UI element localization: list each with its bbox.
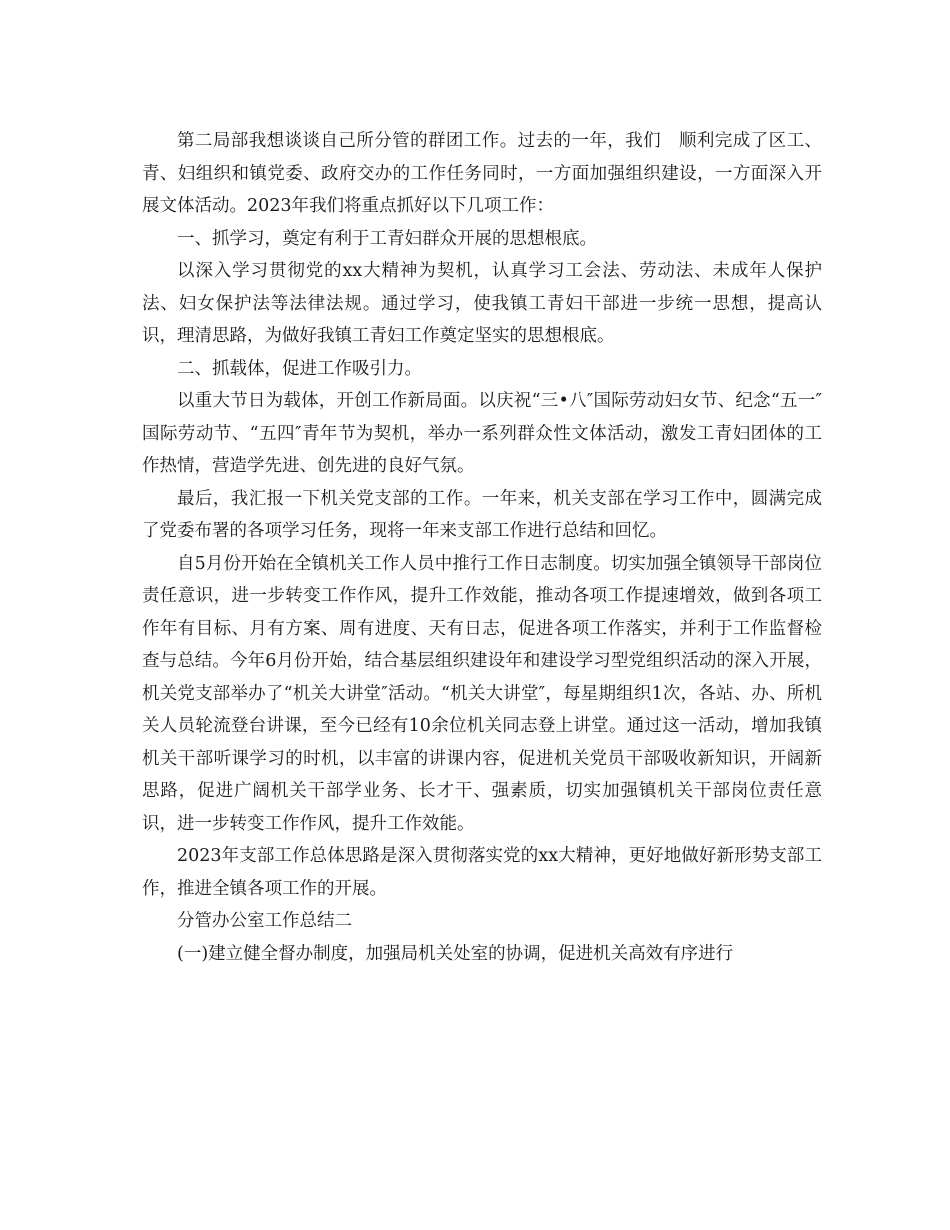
paragraph-festival-activities: 以重大节日为载体，开创工作新局面。以庆祝“三•八″国际劳动妇女节、纪念“五一″国际劳动节、“五四″青年节为契机，举办一系列群众性文体活动，激发工青妇团体的工作热情，营造学先进、创先进的良好气氛。	[142, 391, 822, 476]
paragraph-work-log-system: 自5月份开始在全镇机关工作人员中推行工作日志制度。切实加强全镇领导干部岗位责任意识，进一步转变工作作风，提升工作效能，推动各项工作提速增效，做到各项工作年有目标、月有方案、周有进度、天有日志，促进各项工作落实，并利于工作监督检查与总结。今年6月份开始，结合基层组织建设年和建设学习型党组织活动的深入开展，机关党支部举办了“机关大讲堂″活动。“机关大讲堂″，每星期组织1次，各站、办、所机关人员轮流登台讲课，至今已经有10余位机关同志登上讲堂。通过这一活动，增加我镇机关干部听课学习的时机，以丰富的讲课内容，促进机关党员干部吸收新知识，开阔新思路，促进广阔机关干部学业务、长才干、强素质，切实加强镇机关干部岗位责任意识，进一步转变工作作风，提升工作效能。	[142, 553, 822, 834]
document-body	[142, 125, 822, 970]
paragraph-study-laws: 以深入学习贯彻党的xx大精神为契机，认真学习工会法、劳动法、未成年人保护法、妇女保护法等法律法规。通过学习，使我镇工青妇干部进一步统一思想，提高认识，理清思路，为做好我镇工青妇工作奠定坚实的思想根底。	[142, 261, 822, 346]
heading-study: 一、抓学习，奠定有利于工青妇群众开展的思想根底。	[177, 228, 597, 249]
paragraph-group-work-intro: 第二局部我想谈谈自己所分管的群团工作。过去的一年，我们 顺利完成了区工、青、妇组织和镇党委、政府交办的工作任务同时，一方面加强组织建设，一方面深入开展文体活动。2023年我们将重点抓好以下几项工作：	[142, 131, 822, 216]
paragraph-supervision-system: (一)建立健全督办制度，加强局机关处室的协调，促进机关高效有序进行	[177, 943, 734, 964]
paragraph-2023-plan: 2023年支部工作总体思路是深入贯彻落实党的xx大精神，更好地做好新形势支部工作，推进全镇各项工作的开展。	[142, 846, 822, 899]
paragraph-party-branch-report: 最后，我汇报一下机关党支部的工作。一年来，机关支部在学习工作中，圆满完成了党委布署的各项学习任务，现将一年来支部工作进行总结和回忆。	[142, 488, 822, 541]
heading-carrier: 二、抓载体，促进工作吸引力。	[177, 358, 422, 379]
section-title-office-summary: 分管办公室工作总结二	[177, 911, 352, 931]
